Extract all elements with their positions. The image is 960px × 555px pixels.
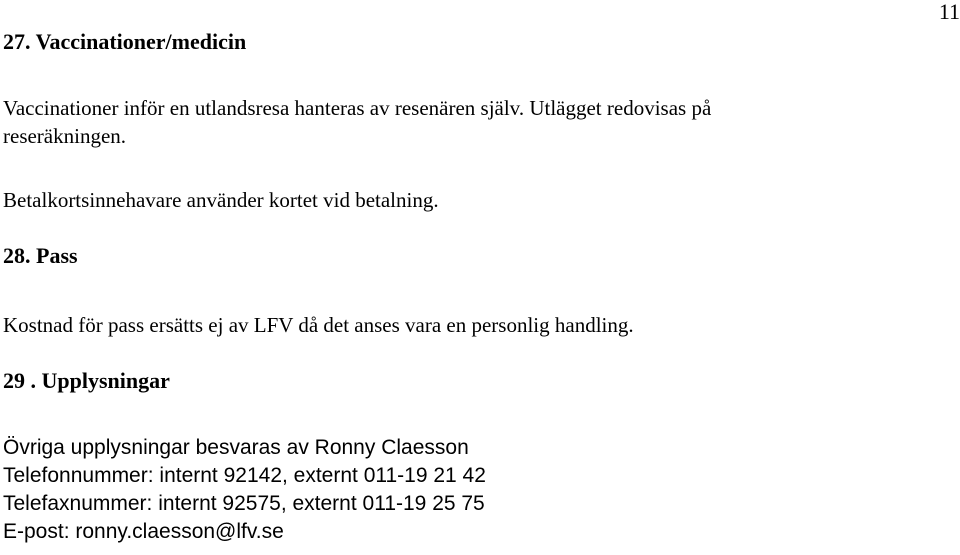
section-heading-vaccinationer: 27. Vaccinationer/medicin <box>3 29 247 54</box>
paragraph-line: reseräkningen. <box>3 124 127 148</box>
paragraph-betalkort <box>3 186 439 214</box>
contact-name-line: Övriga upplysningar besvaras av Ronny Claesson <box>3 436 469 459</box>
contact-info <box>3 434 486 546</box>
page-number: 11 <box>938 0 960 24</box>
paragraph-line: Kostnad för pass ersätts ej av LFV då det anses vara en personlig handling. <box>3 313 634 337</box>
paragraph-line: Vaccinationer inför en utlandsresa hanteras av resenären själv. Utlägget redovisas på <box>3 96 712 120</box>
contact-email-line: E-post: ronny.claesson@lfv.se <box>3 520 284 543</box>
paragraph-vaccinationer <box>3 94 711 150</box>
paragraph-line: Betalkortsinnehavare använder kortet vid betalning. <box>3 188 439 212</box>
contact-fax-line: Telefaxnummer: internt 92575, externt 011-19 25 75 <box>3 492 485 515</box>
paragraph-pass <box>3 311 634 339</box>
section-heading-upplysningar: 29 . Upplysningar <box>3 368 170 393</box>
section-heading-pass: 28. Pass <box>3 243 78 268</box>
contact-phone-line: Telefonnummer: internt 92142, externt 011-19 21 42 <box>3 464 486 487</box>
